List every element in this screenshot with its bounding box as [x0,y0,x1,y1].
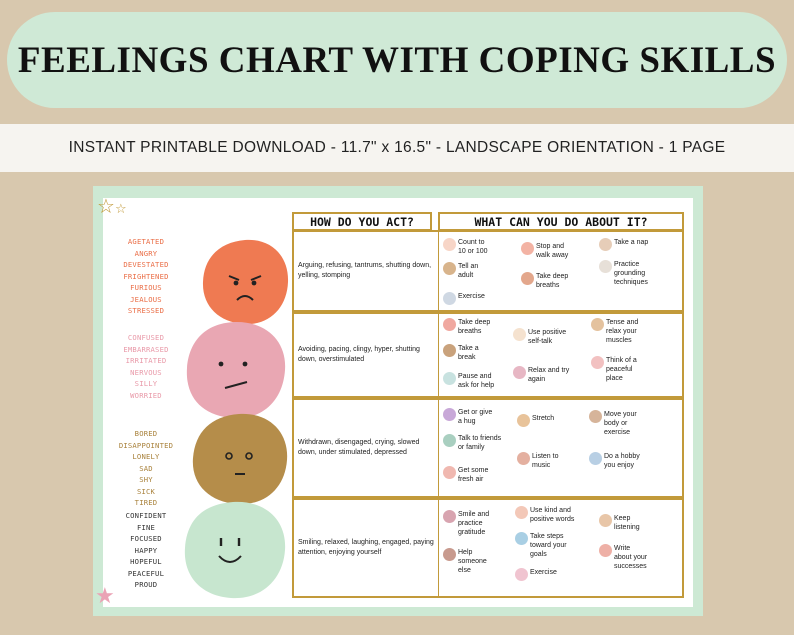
music-icon [517,452,530,465]
coping-item: Take deep breaths [521,272,568,290]
feeling-word: SAD [139,463,153,473]
coping-item: Get or give a hug [443,408,492,426]
feeling-word: EMBARRASED [123,344,169,354]
coping-item: Tense and relax your muscles [591,318,638,345]
retry-icon [513,366,526,379]
coping-item: Exercise [515,568,557,581]
chart-preview [93,186,703,616]
subtitle: INSTANT PRINTABLE DOWNLOAD - 11.7" x 16.5" - LANDSCAPE ORIENTATION - 1 PAGE [68,139,726,156]
feeling-words-confused [107,332,185,401]
feeling-word: HAPPY [134,545,158,555]
coping-item: Talk to friends or family [443,434,501,452]
listen-icon [599,514,612,527]
talk-icon [513,328,526,341]
help-icon [443,372,456,385]
coping-item: Stretch [517,414,554,427]
page-title: FEELINGS CHART WITH COPING SKILLS [17,39,777,81]
subtitle-bar [0,124,794,172]
coping-item: Do a hobby you enjoy [589,452,640,470]
face-confused [181,318,291,424]
coping-item: Move your body or exercise [589,410,637,437]
feeling-word: FOCUSED [130,534,162,543]
feeling-words-angry [107,236,185,317]
help-someone-icon [443,548,456,561]
stretch-icon [517,414,530,427]
feeling-word: FURIOUS [130,283,162,292]
coping-item: Help someone else [443,548,487,575]
coping-item: Write about your successes [599,544,647,571]
feeling-word: DISAPPOINTED [118,440,174,450]
feeling-word: FRIGHTENED [123,271,169,281]
goals-icon [515,532,528,545]
feeling-word: AGETATED [127,237,165,246]
fresh-air-icon [443,466,456,479]
friends-icon [443,434,456,447]
feeling-word: PEACEFUL [127,568,165,578]
count-icon [443,238,456,251]
coping-item: Use kind and positive words [515,506,574,524]
face-bored [189,410,291,508]
feeling-word: TIRED [134,498,158,507]
coping-cell [438,230,684,312]
chart-sheet [95,194,693,609]
coping-item: Get some fresh air [443,466,488,484]
coping-item: Take steps toward your goals [515,532,567,559]
feeling-word: FINE [136,522,156,532]
write-icon [599,544,612,557]
feeling-word: PROUD [134,580,158,589]
coping-item: Exercise [443,292,485,305]
feeling-word: WORRIED [130,390,162,400]
beach-icon [591,356,604,369]
coping-item: Tell an adult [443,262,478,280]
breath-icon [521,272,534,285]
feeling-word: LONELY [132,452,160,461]
title-banner [7,12,787,108]
coping-cell [438,398,684,498]
coping-item: Count to 10 or 100 [443,238,488,256]
feeling-word: SILLY [134,379,158,388]
feeling-word: SHY [139,475,153,484]
coping-cell [438,498,684,598]
coping-item: Use positive self-talk [513,328,566,346]
star-icon: ☆ [97,194,115,218]
act-description: Arguing, refusing, tantrums, shutting down, yelling, stomping [292,230,438,312]
grounding-icon [599,260,612,273]
feeling-word: JEALOUS [130,294,162,304]
feeling-words-bored [107,428,185,509]
coping-item: Take a break [443,344,479,362]
coping-item: Smile and practice gratitude [443,510,489,537]
feeling-word: ANGRY [134,248,158,258]
hobby-icon [589,452,602,465]
feeling-word: BORED [134,429,158,438]
coping-item: Relax and try again [513,366,569,384]
gratitude-icon [443,510,456,523]
act-description: Smiling, relaxed, laughing, engaged, paying attention, enjoying yourself [292,498,438,598]
coping-item: Stop and walk away [521,242,568,260]
stop-icon [521,242,534,255]
feeling-word: CONFUSED [127,333,165,342]
coping-item: Listen to music [517,452,558,470]
feeling-word: SICK [136,486,156,496]
coping-item: Keep listening [599,514,640,532]
nap-icon [599,238,612,251]
feeling-word: CONFIDENT [125,511,167,520]
kind-words-icon [515,506,528,519]
star-icon: ☆ [115,202,127,217]
adult-icon [443,262,456,275]
coping-item: Take deep breaths [443,318,490,336]
feeling-word: DEVESTATED [123,260,169,269]
feeling-word: IRRITATED [125,356,167,365]
feeling-words-happy [107,510,185,591]
coping-item: Practice grounding techniques [599,260,648,287]
coping-item: Take a nap [599,238,648,251]
move-icon [589,410,602,423]
coping-item: Pause and ask for help [443,372,494,390]
header-how-do-you-act: HOW DO YOU ACT? [292,212,432,231]
feeling-word: NERVOUS [130,367,162,377]
muscle-icon [591,318,604,331]
star-icon: ★ [95,584,115,609]
hug-icon [443,408,456,421]
face-angry [199,236,291,328]
header-what-can-you-do: WHAT CAN YOU DO ABOUT IT? [438,212,684,231]
lungs-icon [443,318,456,331]
break-icon [443,344,456,357]
coping-item: Think of a peaceful place [591,356,637,383]
bike-icon [515,568,528,581]
feeling-word: STRESSED [127,306,165,315]
act-description: Avoiding, pacing, clingy, hyper, shutting down, overstimulated [292,312,438,398]
face-happy [179,498,291,602]
coping-cell [438,312,684,398]
exercise-icon [443,292,456,305]
feeling-word: HOPEFUL [130,557,162,566]
act-description: Withdrawn, disengaged, crying, slowed down, under stimulated, depressed [292,398,438,498]
